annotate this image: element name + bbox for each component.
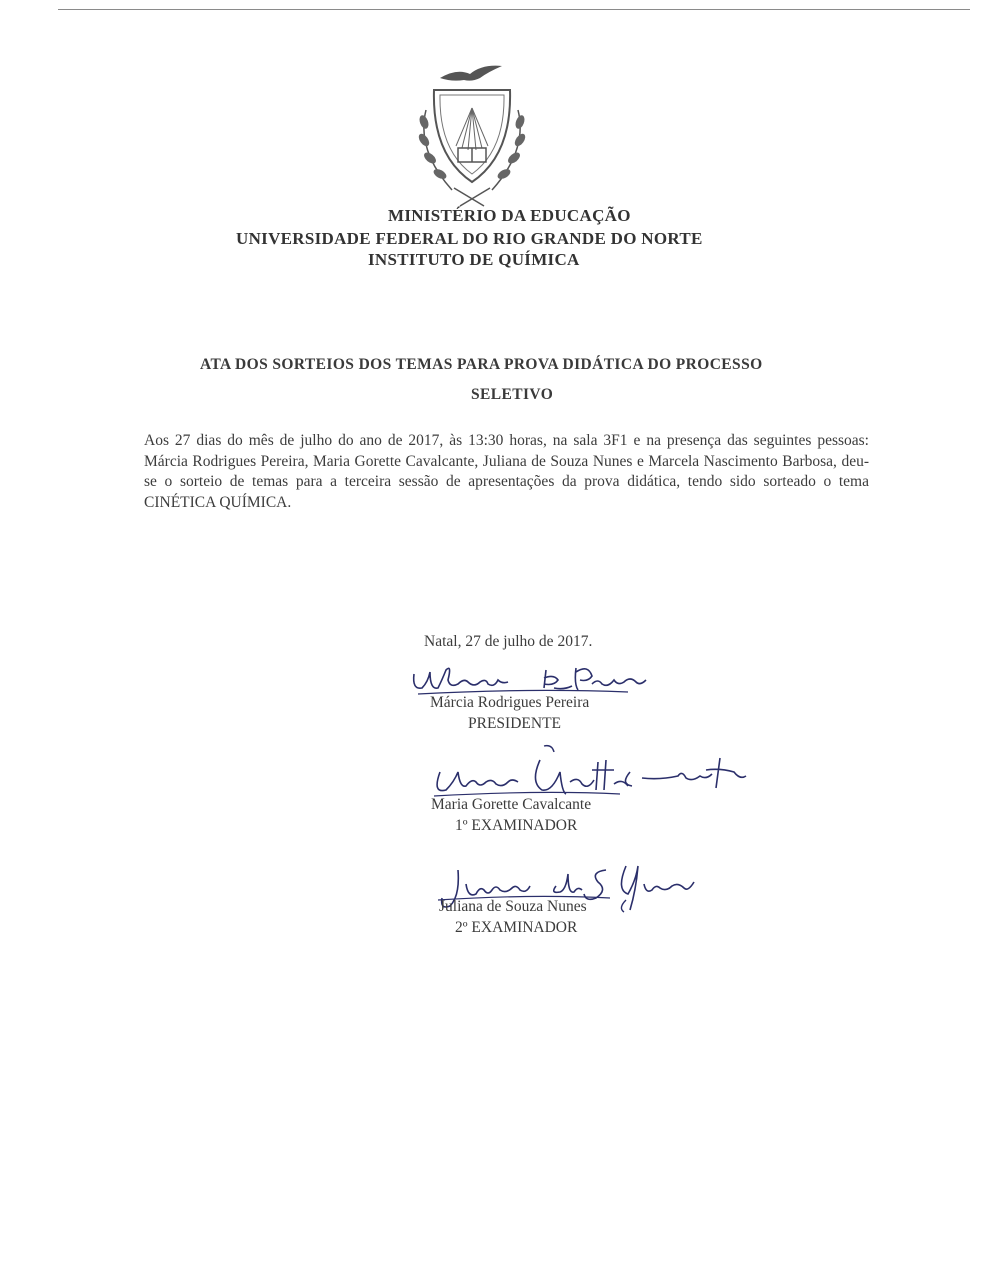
- document-title-line2: SELETIVO: [471, 386, 554, 403]
- signature-role-2: 1º EXAMINADOR: [455, 817, 578, 834]
- ministry-heading: MINISTÉRIO DA EDUCAÇÃO: [388, 206, 631, 225]
- document-body: Aos 27 dias do mês de julho do ano de 2017, às 13:30 horas, na sala 3F1 e na presença das seguintes pessoas: Márcia Rodrigues Pereira, Maria Gorette Cavalcante, Juliana de Souza Nunes e Marcela Nascimento Barbosa, deu-se o sorteio de temas para a terceira sessão de apresentações da prova didática, tendo sido sorteado o tema CINÉTICA QUÍMICA.: [144, 432, 869, 511]
- signature-maria: [420, 742, 750, 802]
- signature-role-3: 2º EXAMINADOR: [455, 919, 578, 936]
- date-line: Natal, 27 de julho de 2017.: [424, 633, 593, 650]
- signature-name-3: Juliana de Souza Nunes: [439, 898, 587, 915]
- institute-heading: INSTITUTO DE QUÍMICA: [368, 250, 580, 269]
- top-rule: [58, 9, 970, 10]
- document-title-line1: ATA DOS SORTEIOS DOS TEMAS PARA PROVA DIDÁTICA DO PROCESSO: [200, 356, 763, 373]
- signature-name-2: Maria Gorette Cavalcante: [431, 796, 592, 813]
- university-seal: [412, 60, 532, 210]
- signature-name-1: Márcia Rodrigues Pereira: [430, 694, 590, 711]
- signature-role-1: PRESIDENTE: [468, 715, 561, 732]
- university-heading: UNIVERSIDADE FEDERAL DO RIO GRANDE DO NORTE: [236, 229, 703, 248]
